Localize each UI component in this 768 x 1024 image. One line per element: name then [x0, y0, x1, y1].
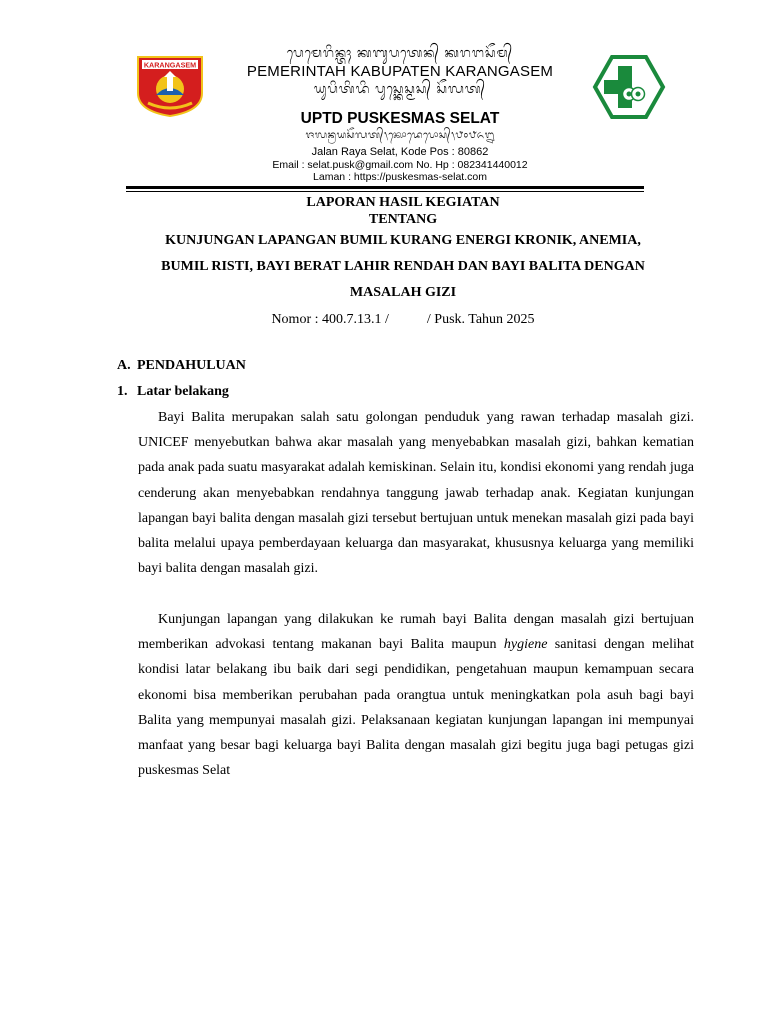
subsection-1-heading — [117, 384, 229, 400]
report-title-block — [118, 194, 688, 329]
letterhead-divider-thin — [126, 191, 644, 192]
report-number-suffix: / Pusk. Tahun 2025 — [426, 312, 535, 327]
paragraph-2-part-1: Kunjungan lapangan yang dilakukan ke rumah bayi Balita dengan masalah gizi bertujuan memberikan advokasi tentang makanan bayi Balita maupun — [138, 612, 694, 653]
logo-left-label: KARANGASEM — [143, 60, 197, 70]
section-a-title: PENDAHULUAN — [137, 358, 246, 373]
address: Jalan Raya Selat, Kode Pos : 80862 — [311, 146, 489, 158]
letterhead-divider-thick — [126, 186, 644, 189]
contact-info: Email : selat.pusk@gmail.com No. Hp : 082341440012 — [272, 158, 528, 171]
balinese-script-line-1: ᬧᬾᬫᬾᬭᬶᬦ᭄ᬢᬄ ᬓᬩᬸᬧᬢᬾᬦ᭄ ᬓᬭᬗᬲᭂᬫ᭄ — [286, 45, 514, 60]
balinese-script-line-3: ᬚᬮᬦ᭄ᬭᬬᬲᭂᬮᬢ᭄᭞ᬓᭀᬤᬾᬧᭀᬲ᭄᭞᭘᭐᭘᭖᭒ — [305, 130, 495, 141]
paragraph-2 — [138, 607, 694, 783]
balinese-script-line-2: ᬬᬸᬧᬶᬢᬶᬤᬶ ᬧᬸᬲ᭄ᬓᬾᬲ᭄ᬫᬲ᭄ ᬲᭂᬮᬢ᭄ — [313, 81, 487, 96]
report-title-tentang: TENTANG — [368, 212, 438, 227]
report-subject-line-1: KUNJUNGAN LAPANGAN BUMIL KURANG ENERGI KRONIK, ANEMIA, — [165, 233, 641, 248]
report-number — [118, 311, 688, 329]
letterhead — [210, 44, 590, 184]
report-subject-line-2: BUMIL RISTI, BAYI BERAT LAHIR RENDAH DAN BAYI BALITA DENGAN — [161, 259, 645, 274]
report-title: LAPORAN HASIL KEGIATAN — [306, 195, 500, 210]
section-a-heading — [117, 358, 246, 374]
section-a-marker: A. — [117, 358, 131, 373]
subsection-1-title: Latar belakang — [137, 384, 229, 399]
website: Laman : https://puskesmas-selat.com — [313, 171, 487, 183]
report-subject-line-3: MASALAH GIZI — [349, 285, 457, 300]
unit-name: UPTD PUSKESMAS SELAT — [300, 110, 500, 127]
government-name: PEMERINTAH KABUPATEN KARANGASEM — [246, 63, 554, 80]
paragraph-2-italic-term: hygiene — [503, 637, 548, 653]
karangasem-emblem-logo — [134, 55, 206, 117]
paragraph-1: Bayi Balita merupakan salah satu golongan penduduk yang rawan terhadap masalah gizi. UNICEF menyebutkan bahwa akar masalah yang menyebabkan masalah gizi, bahkan kematian pada anak pada suatu masyarakat adalah kemiskinan. Selain itu, kondisi ekonomi yang rendah juga cenderung akan menyebabkan rendahnya tanggung jawab terhadap anak. Kegiatan kunjungan lapangan bayi balita dengan masalah gizi tersebut bertujuan untuk menekan masalah gizi pada bayi balita melalui upaya pemberdayaan keluarga dan masyarakat, khususnya keluarga yang memiliki bayi balita dengan masalah gizi. — [138, 410, 694, 577]
paragraph-2-part-2: sanitasi dengan melihat kondisi latar belakang ibu baik dari segi pendidikan, pengetahuan maupun kemampuan secara ekonomi bisa memberikan perubahan pada orangtua untuk meningkatkan pola asuh bagi bayi Balita yang mempunyai masalah gizi. Pelaksanaan kegiatan kunjungan lapangan ini mempunyai manfaat yang besar bagi keluarga bayi Balita dengan masalah gizi begitu juga bagi petugas gizi puskesmas Selat — [138, 637, 694, 779]
subsection-1-marker: 1. — [117, 384, 128, 399]
report-number-prefix: Nomor : 400.7.13.1 / — [271, 312, 389, 327]
puskesmas-logo — [592, 54, 666, 120]
